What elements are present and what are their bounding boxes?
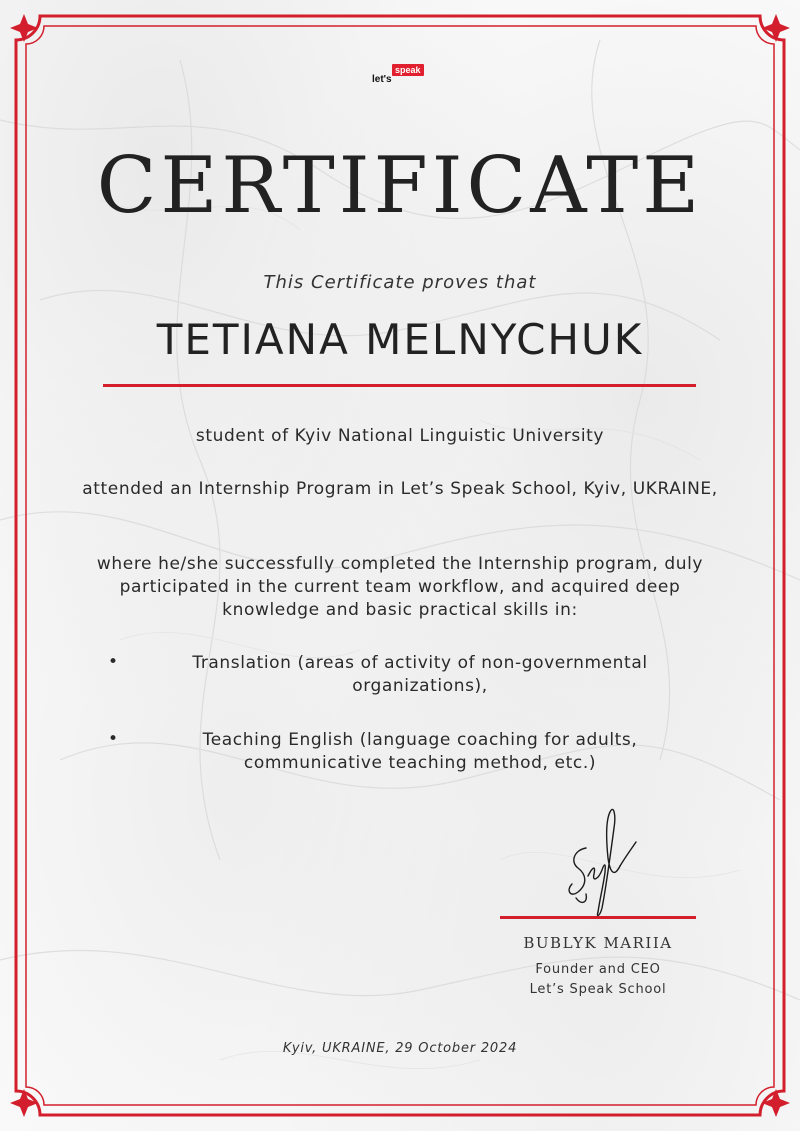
bullet-icon: • — [108, 652, 119, 672]
logo-speak-text: speak — [392, 64, 424, 76]
signer-name: BUBLYK MARIIA — [523, 934, 673, 952]
completion-line: where he/she successfully completed the Internship program, duly participated in the current team workflow, and acquired deep knowledge and basic practical skills in: — [96, 554, 704, 620]
skill-item-translation: Translation (areas of activity of non-governmental organizations), — [192, 653, 648, 696]
name-underline — [103, 384, 696, 387]
handwritten-signature — [548, 798, 648, 922]
certificate-subtitle: This Certificate proves that — [263, 272, 537, 293]
attended-line: attended an Internship Program in Let’s Speak School, Kyiv, UKRAINE, — [82, 479, 718, 499]
signer-role: Founder and CEO — [535, 962, 661, 977]
bullet-icon: • — [108, 729, 119, 749]
certificate-title: CERTIFICATE — [96, 141, 704, 231]
signer-organization: Let’s Speak School — [529, 982, 667, 997]
skill-item-teaching: Teaching English (language coaching for adults, communicative teaching method, etc.) — [202, 730, 638, 773]
signature-line — [500, 916, 696, 919]
place-and-date: Kyiv, UKRAINE, 29 October 2024 — [282, 1041, 518, 1056]
logo-lets-text: let's — [372, 74, 392, 85]
recipient-name: TETIANA MELNYCHUK — [156, 315, 644, 364]
student-line: student of Kyiv National Linguistic University — [195, 426, 605, 446]
lets-speak-logo — [372, 64, 432, 88]
